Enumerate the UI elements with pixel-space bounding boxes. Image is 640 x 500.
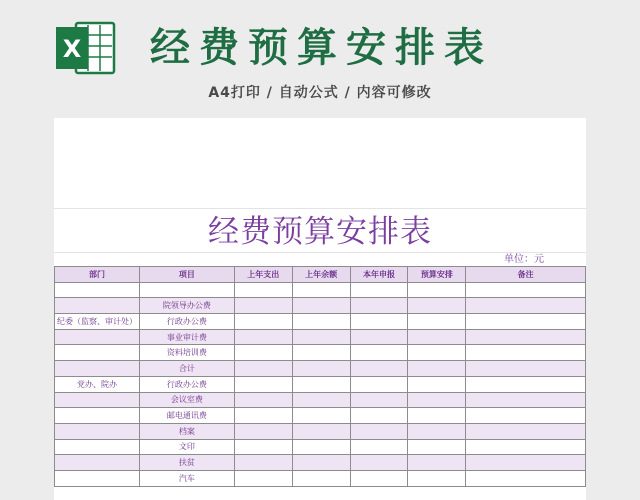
cell-dept[interactable] [55,298,140,314]
sheet-title: 经费预算安排表 [208,214,432,250]
cell-budget[interactable] [408,408,466,424]
cell-remarks[interactable] [466,423,586,439]
cell-item[interactable] [139,282,234,298]
cell-this-year-request[interactable] [350,392,408,408]
cell-remarks[interactable] [466,376,586,392]
cell-last-year-balance[interactable] [292,423,350,439]
cell-dept[interactable] [55,408,140,424]
cell-last-year-spend[interactable] [234,298,292,314]
cell-last-year-balance[interactable] [292,282,350,298]
cell-this-year-request[interactable] [350,408,408,424]
cell-remarks[interactable] [466,455,586,471]
column-header-dept[interactable]: 部门 [55,267,140,283]
table-row [55,298,586,314]
cell-last-year-balance[interactable] [292,298,350,314]
cell-budget[interactable] [408,423,466,439]
cell-remarks[interactable] [466,298,586,314]
cell-budget[interactable] [408,345,466,361]
cell-remarks[interactable] [466,361,586,377]
cell-this-year-request[interactable] [350,423,408,439]
cell-last-year-spend[interactable] [234,345,292,361]
excel-icon [54,19,116,77]
cell-item[interactable]: 行政办公费 [139,314,234,330]
cell-budget[interactable] [408,376,466,392]
cell-this-year-request[interactable] [350,314,408,330]
cell-last-year-balance[interactable] [292,455,350,471]
cell-item[interactable]: 扶贫 [139,455,234,471]
table-row [55,329,586,345]
cell-this-year-request[interactable] [350,345,408,361]
cell-budget[interactable] [408,392,466,408]
cell-item[interactable]: 资料培训费 [139,345,234,361]
cell-dept[interactable] [55,392,140,408]
cell-remarks[interactable] [466,329,586,345]
cell-remarks[interactable] [466,282,586,298]
cell-dept[interactable] [55,282,140,298]
budget-table [54,266,586,487]
cell-item[interactable]: 文印 [139,439,234,455]
cell-item[interactable]: 事业审计费 [139,329,234,345]
table-row [55,392,586,408]
cell-dept[interactable] [55,345,140,361]
cell-this-year-request[interactable] [350,376,408,392]
table-row [55,470,586,486]
table-row [55,345,586,361]
cell-dept[interactable]: 纪委（监察、审计处） [55,314,140,330]
cell-budget[interactable] [408,361,466,377]
cell-last-year-spend[interactable] [234,439,292,455]
cell-last-year-spend[interactable] [234,470,292,486]
cell-this-year-request[interactable] [350,470,408,486]
cell-budget[interactable] [408,455,466,471]
cell-last-year-balance[interactable] [292,314,350,330]
table-header-row [55,267,586,283]
cell-dept[interactable] [55,329,140,345]
table-row [55,361,586,377]
cell-budget[interactable] [408,329,466,345]
column-header-last-year-balance[interactable]: 上年余额 [292,267,350,283]
column-header-last-year-spend[interactable]: 上年支出 [234,267,292,283]
cell-dept[interactable] [55,455,140,471]
cell-last-year-balance[interactable] [292,376,350,392]
cell-this-year-request[interactable] [350,455,408,471]
cell-last-year-spend[interactable] [234,282,292,298]
cell-last-year-spend[interactable] [234,329,292,345]
cell-item[interactable]: 合计 [139,361,234,377]
table-row [55,408,586,424]
column-header-this-year-request[interactable]: 本年申报 [350,267,408,283]
column-header-item[interactable]: 项目 [139,267,234,283]
cell-this-year-request[interactable] [350,282,408,298]
column-header-remarks[interactable]: 备注 [466,267,586,283]
cell-budget[interactable] [408,439,466,455]
cell-budget[interactable] [408,298,466,314]
cell-last-year-balance[interactable] [292,439,350,455]
cell-last-year-spend[interactable] [234,314,292,330]
cell-budget[interactable] [408,282,466,298]
cell-last-year-balance[interactable] [292,361,350,377]
cell-this-year-request[interactable] [350,439,408,455]
column-header-budget[interactable]: 预算安排 [408,267,466,283]
cell-this-year-request[interactable] [350,329,408,345]
cell-item[interactable]: 院领导办公费 [139,298,234,314]
cell-item[interactable]: 邮电通讯费 [139,408,234,424]
spreadsheet-preview [54,118,586,500]
cell-last-year-balance[interactable] [292,392,350,408]
cell-last-year-balance[interactable] [292,345,350,361]
cell-last-year-spend[interactable] [234,376,292,392]
table-row [55,455,586,471]
unit-label: 单位：元 [504,254,544,265]
cell-last-year-spend[interactable] [234,423,292,439]
cell-remarks[interactable] [466,345,586,361]
banner-title: 经费预算安排表 [150,25,493,71]
cell-dept[interactable] [55,361,140,377]
banner-subtitle: A4打印 / 自动公式 / 内容可修改 [208,85,432,101]
table-row [55,282,586,298]
cell-remarks[interactable] [466,470,586,486]
cell-last-year-balance[interactable] [292,408,350,424]
table-row [55,423,586,439]
cell-last-year-balance[interactable] [292,329,350,345]
cell-remarks[interactable] [466,439,586,455]
cell-item[interactable]: 档案 [139,423,234,439]
table-row [55,439,586,455]
cell-this-year-request[interactable] [350,298,408,314]
cell-item[interactable]: 会议室费 [139,392,234,408]
unit-label-row [54,253,586,267]
cell-last-year-spend[interactable] [234,455,292,471]
cell-remarks[interactable] [466,392,586,408]
cell-last-year-spend[interactable] [234,392,292,408]
cell-dept[interactable]: 党办、院办 [55,376,140,392]
cell-dept[interactable] [55,470,140,486]
cell-this-year-request[interactable] [350,361,408,377]
table-row [55,376,586,392]
cell-budget[interactable] [408,470,466,486]
cell-dept[interactable] [55,423,140,439]
table-row [55,314,586,330]
excel-logo-letter: X [62,35,82,63]
cell-budget[interactable] [408,314,466,330]
cell-dept[interactable] [55,439,140,455]
cell-last-year-spend[interactable] [234,408,292,424]
cell-last-year-balance[interactable] [292,470,350,486]
cell-item[interactable]: 汽车 [139,470,234,486]
cell-remarks[interactable] [466,314,586,330]
cell-remarks[interactable] [466,408,586,424]
cell-last-year-spend[interactable] [234,361,292,377]
cell-item[interactable]: 行政办公费 [139,376,234,392]
banner [0,0,640,118]
sheet-gridline [54,208,586,209]
